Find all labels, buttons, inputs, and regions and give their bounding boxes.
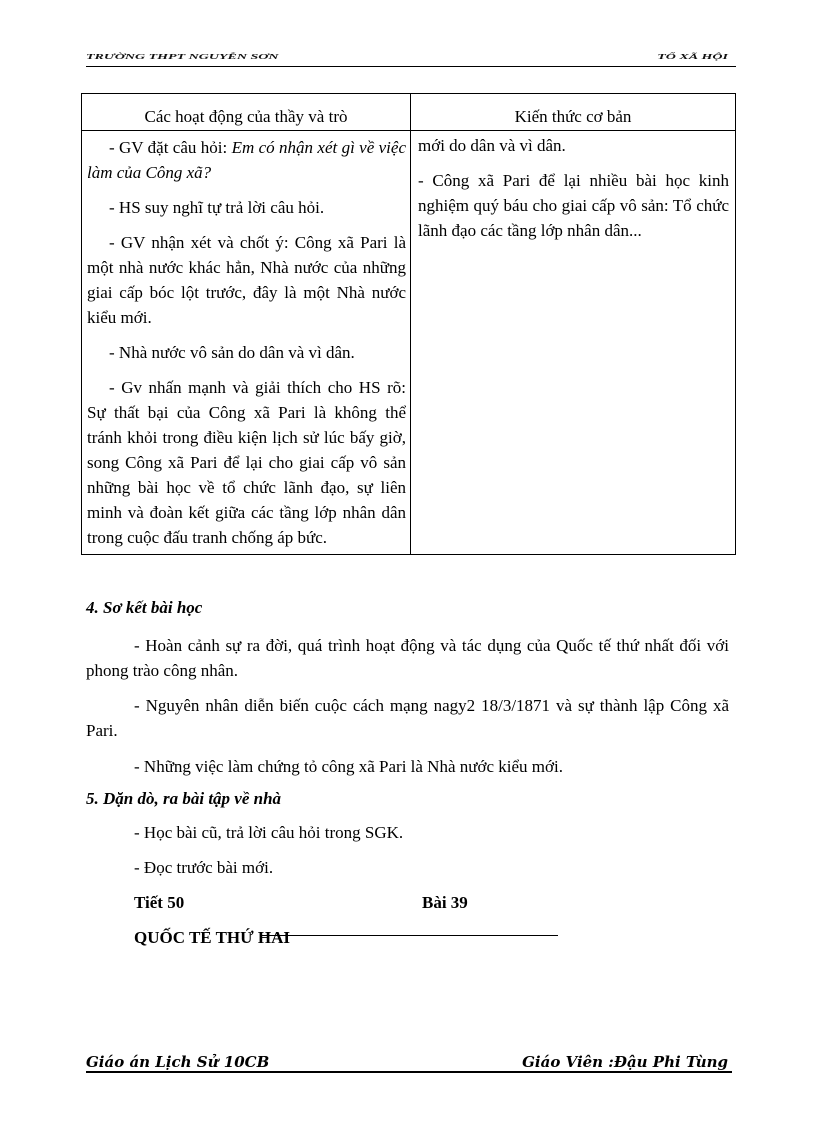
footer-teacher: Giáo Viên :Đậu Phi Tùng <box>522 1053 728 1071</box>
section-4-title: 4. Sơ kết bài học <box>86 598 203 617</box>
header-department: TỔ XÃ HỘI <box>657 53 728 62</box>
summary-item-1: - Hoàn cảnh sự ra đời, quá trình hoạt động và tác dụng của Quốc tế thứ nhất đối với phong trào công nhân. <box>86 636 729 680</box>
knowledge-line-2: - Công xã Pari để lại nhiều bài học kinh nghiệm quý báu cho giai cấp vô sản: Tổ chức lãnh đạo các tầng lớp nhân dân... <box>418 171 729 240</box>
table-header-knowledge: Kiến thức cơ bản <box>411 94 736 131</box>
activity-teacher-conclusion: - GV nhận xét và chốt ý: Công xã Pari là một nhà nước khác hẳn, Nhà nước của những giai cấp bóc lột trước, đây là một Nhà nước kiểu mới. <box>87 233 406 327</box>
homework-item-2: - Đọc trước bài mới. <box>134 858 274 877</box>
lesson-title: QUỐC TẾ THỨ HAI <box>134 928 291 947</box>
table-row <box>82 131 736 555</box>
activity-teacher-emphasis: - Gv nhấn mạnh và giải thích cho HS rõ: Sự thất bại của Công xã Pari là không thể tránh khỏi trong điều kiện lịch sử lúc bấy giờ, song Công xã Pari để lại cho giai cấp vô sản những bài học về tổ chức lãnh đạo, sự liên minh và đoàn kết giữa các tầng lớp nhân dân trong cuộc đấu tranh chống áp bức. <box>87 378 406 547</box>
footer-rule <box>86 1071 732 1073</box>
activity-state-note: - Nhà nước vô sản do dân và vì dân. <box>109 343 355 362</box>
activity-question: - GV đặt câu hỏi: Em có nhận xét gì về việc làm của Công xã? <box>87 138 406 182</box>
header-rule <box>86 66 736 67</box>
lesson-period: Tiết 50 <box>134 893 185 912</box>
homework-item-1: - Học bài cũ, trả lời câu hỏi trong SGK. <box>134 823 404 842</box>
knowledge-line-1: mới do dân và vì dân. <box>418 136 566 155</box>
summary-item-3: - Những việc làm chứng tỏ công xã Pari là Nhà nước kiểu mới. <box>134 757 563 776</box>
title-rule <box>262 935 558 936</box>
header-school-name: TRƯỜNG THPT NGUYỄN SƠN <box>86 53 279 62</box>
summary-item-2: - Nguyên nhân diễn biến cuộc cách mạng nagy2 18/3/1871 và sự thành lập Công xã Pari. <box>86 696 729 740</box>
lesson-number: Bài 39 <box>422 893 468 912</box>
activity-student-answer: - HS suy nghĩ tự trả lời câu hỏi. <box>109 198 325 217</box>
lesson-table <box>81 93 736 555</box>
knowledge-cell <box>411 131 736 555</box>
section-5-title: 5. Dặn dò, ra bài tập về nhà <box>86 789 282 808</box>
footer-subject: Giáo án Lịch Sử 10CB <box>86 1053 270 1071</box>
activities-cell <box>82 131 411 555</box>
table-header-row <box>82 94 736 131</box>
table-header-activities: Các hoạt động của thầy và trò <box>82 94 411 131</box>
